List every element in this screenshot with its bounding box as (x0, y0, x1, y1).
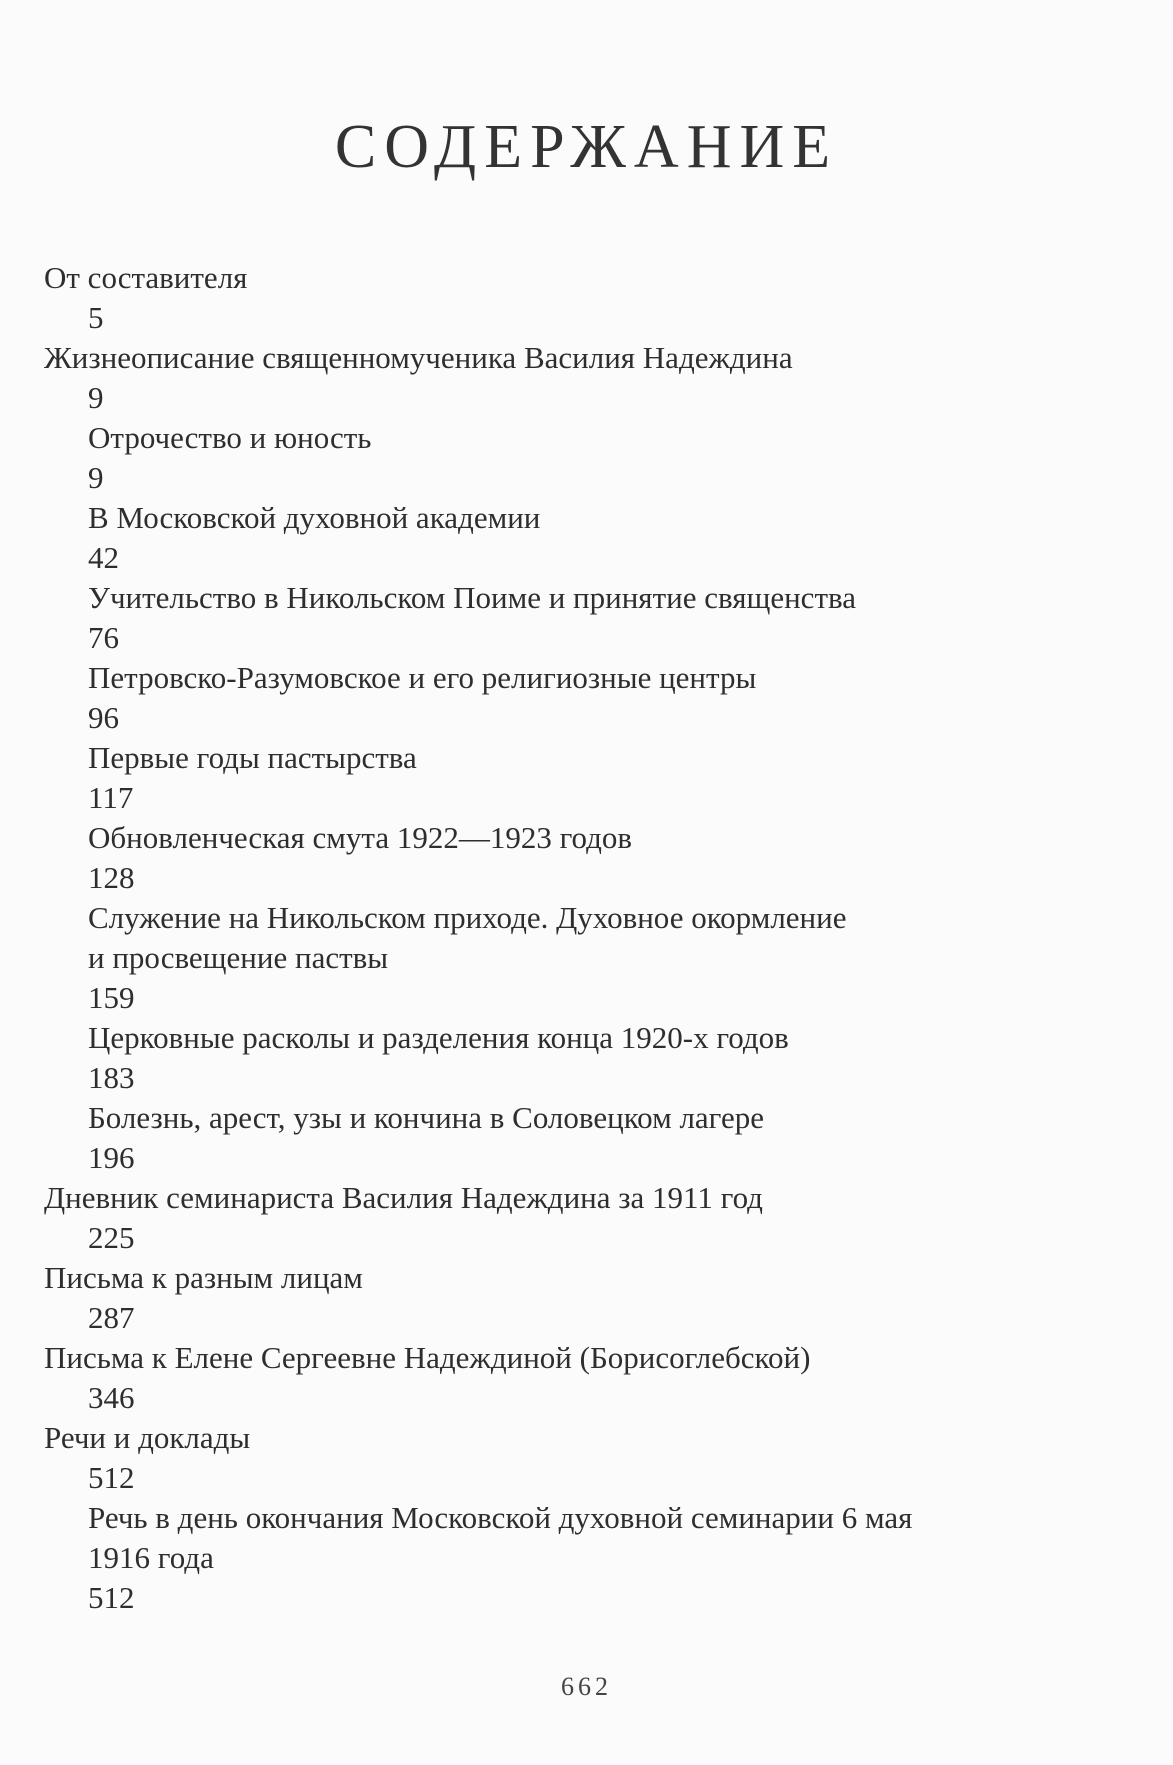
toc-entry-page: 159 (88, 980, 135, 1015)
toc-entry-title-line: 1916 года (88, 1540, 214, 1575)
toc-entry-title: Болезнь, арест, узы и кончина в Соловецком лагере (88, 1100, 765, 1135)
toc-entry-title (44, 1498, 1124, 1578)
page-number: 662 (561, 1672, 612, 1701)
toc-entry-page: 512 (88, 1460, 135, 1495)
toc-entry-page: 42 (88, 540, 119, 575)
toc-entry (44, 1178, 1124, 1258)
toc-entry-title: Церковные расколы и разделения конца 1920-х годов (88, 1020, 789, 1055)
toc-entry-page: 96 (88, 700, 119, 735)
page-title: СОДЕРЖАНИЕ (334, 113, 839, 181)
toc-entry (44, 258, 1124, 338)
table-of-contents (44, 258, 1124, 1618)
toc-entry (44, 1098, 1124, 1178)
toc-entry-title: Письма к разным лицам (44, 1260, 363, 1295)
toc-entry (44, 738, 1124, 818)
toc-entry-page: 512 (88, 1580, 135, 1615)
toc-entry-title: От составителя (44, 260, 248, 295)
toc-entry-title-line: и просвещение паствы (88, 940, 389, 975)
toc-entry (44, 658, 1124, 738)
toc-entry-page: 5 (88, 300, 104, 335)
toc-entry-title-line: Служение на Никольском приходе. Духовное окормление (88, 900, 847, 935)
toc-entry (44, 418, 1124, 498)
toc-entry (44, 1498, 1124, 1618)
toc-entry-page: 196 (88, 1140, 135, 1175)
toc-entry (44, 1018, 1124, 1098)
toc-entry (44, 898, 1124, 1018)
toc-entry-title: Отрочество и юность (88, 420, 372, 455)
toc-entry-page: 225 (88, 1220, 135, 1255)
toc-entry-page: 346 (88, 1380, 135, 1415)
toc-entry (44, 338, 1124, 418)
toc-entry (44, 1258, 1124, 1338)
toc-entry-title-line: Речь в день окончания Московской духовной семинарии 6 мая (88, 1500, 913, 1535)
toc-entry-page: 9 (88, 380, 104, 415)
toc-entry (44, 1418, 1124, 1498)
toc-entry-page: 9 (88, 460, 104, 495)
toc-entry-title: Обновленческая смута 1922—1923 годов (88, 820, 633, 855)
toc-entry-title (44, 898, 1124, 978)
toc-entry-title: В Московской духовной академии (88, 500, 541, 535)
toc-entry-title: Речи и доклады (44, 1420, 251, 1455)
toc-entry-title: Первые годы пастырства (88, 740, 417, 775)
toc-entry-title: Дневник семинариста Василия Надеждина за 1911 год (44, 1180, 763, 1215)
toc-entry (44, 818, 1124, 898)
toc-entry (44, 498, 1124, 578)
toc-entry-page: 287 (88, 1300, 135, 1335)
toc-entry-page: 117 (88, 780, 134, 815)
toc-entry-title: Жизнеописание священномученика Василия Надеждина (44, 340, 793, 375)
toc-entry-title: Письма к Елене Сергеевне Надеждиной (Борисоглебской) (44, 1340, 811, 1375)
toc-entry (44, 1338, 1124, 1418)
toc-entry-title: Учительство в Никольском Поиме и принятие священства (88, 580, 856, 615)
toc-entry-title: Петровско-Разумовское и его религиозные центры (88, 660, 757, 695)
toc-entry-page: 128 (88, 860, 135, 895)
toc-entry-page: 183 (88, 1060, 135, 1095)
toc-entry-page: 76 (88, 620, 119, 655)
toc-entry (44, 578, 1124, 658)
